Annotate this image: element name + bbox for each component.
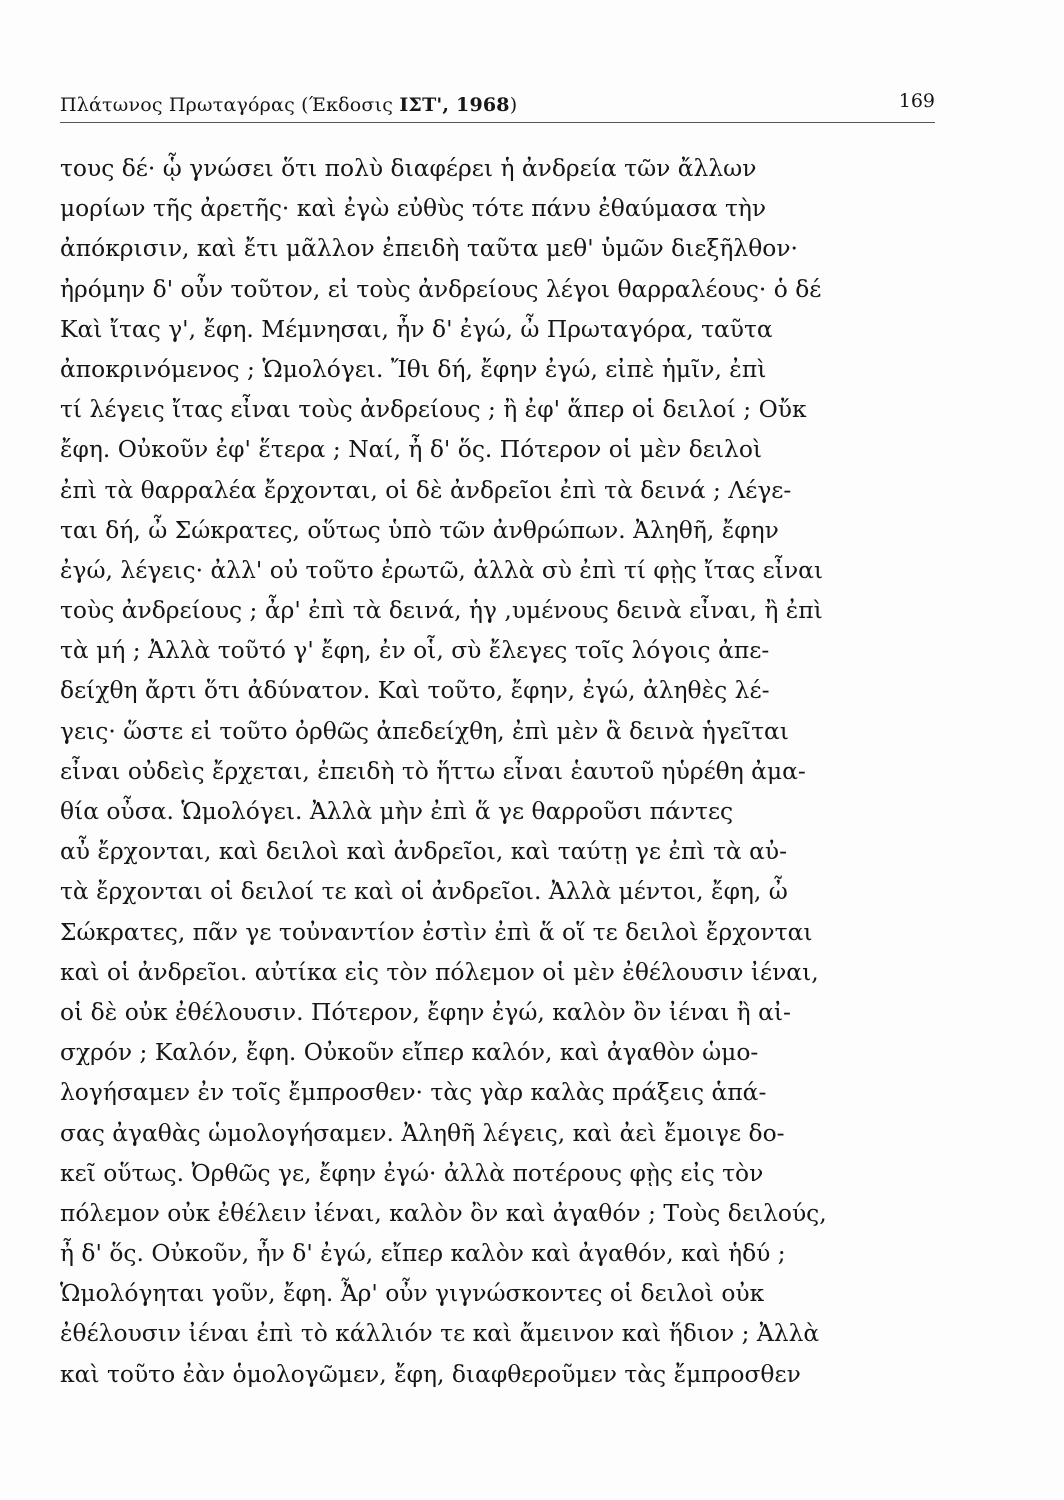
text-line: ται δή, ὦ Σώκρατες, οὕτως ὑπὸ τῶν ἀνθρώπων. Ἀληθῆ, ἔφην — [60, 515, 779, 544]
text-line: ἐπὶ τὰ θαρραλέα ἔρχονται, οἱ δὲ ἀνδρεῖοι ἐπὶ τὰ δεινά ; Λέγε- — [60, 475, 792, 504]
text-line: θία οὖσα. Ὡμολόγει. Ἀλλὰ μὴν ἐπὶ ἅ γε θαρροῦσι πάντες — [60, 797, 734, 825]
text-line: γεις· ὥστε εἰ τοῦτο ὀρθῶς ἀπεδείχθη, ἐπὶ μὲν ἃ δεινὰ ἡγεῖται — [60, 716, 789, 745]
page-number: 169 — [898, 90, 935, 112]
text-line: σχρόν ; Καλόν, ἔφη. Οὐκοῦν εἴπερ καλόν, καὶ ἀγαθὸν ὡμο- — [60, 1038, 759, 1067]
text-line: τὰ μή ; Ἀλλὰ τοῦτό γ' ἔφη, ἐν οἷ, σὺ ἔλεγες τοῖς λόγοις ἀπε- — [60, 636, 770, 665]
text-line: τους δέ· ᾧ γνώσει ὅτι πολὺ διαφέρει ἡ ἀνδρεία τῶν ἄλλων — [60, 154, 757, 182]
header-close: ) — [509, 94, 518, 116]
text-line: μορίων τῆς ἀρετῆς· καὶ ἐγὼ εὐθὺς τότε πάνυ ἐθαύμασα τὴν — [60, 194, 767, 223]
running-header — [60, 88, 935, 123]
text-line: ἔφη. Οὐκοῦν ἐφ' ἕτερα ; Ναί, ἦ δ' ὅς. Πότερον οἱ μὲν δειλοὶ — [60, 435, 763, 464]
header-title-block — [60, 94, 517, 116]
text-line: πόλεμον οὐκ ἐθέλειν ἰέναι, καλὸν ὂν καὶ ἀγαθόν ; Τοὺς δειλούς, — [60, 1198, 827, 1227]
text-line: εἶναι οὐδεὶς ἔρχεται, ἐπειδὴ τὸ ἥττω εἶναι ἑαυτοῦ ηὑρέθη ἀμα- — [60, 756, 806, 785]
header-edition: ΙΣΤ', 1968 — [399, 94, 510, 116]
text-line: αὖ ἔρχονται, καὶ δειλοὶ καὶ ἀνδρεῖοι, καὶ ταύτῃ γε ἐπὶ τὰ αὐ- — [60, 837, 787, 866]
text-line: ἐγώ, λέγεις· ἀλλ' οὐ τοῦτο ἐρωτῶ, ἀλλὰ σὺ ἐπὶ τί φῂς ἴτας εἶναι — [60, 555, 824, 584]
text-line: καὶ οἱ ἀνδρεῖοι. αὐτίκα εἰς τὸν πόλεμον οἱ μὲν ἐθέλουσιν ἰέναι, — [60, 957, 819, 986]
text-line: ἀπόκρισιν, καὶ ἔτι μᾶλλον ἐπειδὴ ταῦτα μεθ' ὑμῶν διεξῆλθον· — [60, 234, 798, 263]
header-title: Πλάτωνος Πρωταγόρας (Έκδοσις — [60, 94, 400, 116]
body-text — [60, 148, 940, 1394]
text-line: σας ἀγαθὰς ὡμολογήσαμεν. Ἀληθῆ λέγεις, καὶ ἀεὶ ἔμοιγε δο- — [60, 1118, 785, 1147]
text-line: τὰ ἔρχονται οἱ δειλοί τε καὶ οἱ ἀνδρεῖοι. Ἀλλὰ μέντοι, ἔφη, ὦ — [60, 877, 788, 906]
text-line: κεῖ οὕτως. Ὀρθῶς γε, ἔφην ἐγώ· ἀλλὰ ποτέρους φῂς εἰς τὸν — [60, 1158, 764, 1187]
text-line: Σώκρατες, πᾶν γε τοὐναντίον ἐστὶν ἐπὶ ἅ οἵ τε δειλοὶ ἔρχονται — [60, 917, 813, 946]
text-line: Καὶ ἴτας γ', ἔφη. Μέμνησαι, ἦν δ' ἐγώ, ὦ Πρωταγόρα, ταῦτα — [60, 314, 773, 343]
text-line: τοὺς ἀνδρείους ; ἆρ' ἐπὶ τὰ δεινά, ἡγ ,υμένους δεινὰ εἶναι, ἢ ἐπὶ — [60, 596, 823, 625]
text-line: ἐθέλουσιν ἰέναι ἐπὶ τὸ κάλλιόν τε καὶ ἄμεινον καὶ ἥδιον ; Ἀλλὰ — [60, 1319, 820, 1348]
text-line: ἀποκρινόμενος ; Ὡμολόγει. Ἴθι δή, ἔφην ἐγώ, εἰπὲ ἡμῖν, ἐπὶ — [60, 354, 767, 383]
text-line: καὶ τοῦτο ἐὰν ὁμολογῶμεν, ἔφη, διαφθεροῦμεν τὰς ἔμπροσθεν — [60, 1359, 801, 1388]
text-line: τί λέγεις ἴτας εἶναι τοὺς ἀνδρείους ; ἢ ἐφ' ἅπερ οἱ δειλοί ; Οὔκ — [60, 395, 807, 424]
text-line: δείχθη ἄρτι ὅτι ἀδύνατον. Καὶ τοῦτο, ἔφην, ἐγώ, ἀληθὲς λέ- — [60, 676, 770, 705]
text-line: Ὡμολόγηται γοῦν, ἔφη. Ἆρ' οὖν γιγνώσκοντες οἱ δειλοὶ οὐκ — [60, 1279, 765, 1308]
text-line: οἱ δὲ οὐκ ἐθέλουσιν. Πότερον, ἔφην ἐγώ, καλὸν ὂν ἰέναι ἢ αἰ- — [60, 997, 791, 1026]
text-line: ἦ δ' ὅς. Οὐκοῦν, ἦν δ' ἐγώ, εἴπερ καλὸν καὶ ἀγαθόν, καὶ ἡδύ ; — [60, 1239, 786, 1268]
text-line: ἠρόμην δ' οὖν τοῦτον, εἰ τοὺς ἀνδρείους λέγοι θαρραλέους· ὁ δέ — [60, 274, 822, 303]
text-line: λογήσαμεν ἐν τοῖς ἔμπροσθεν· τὰς γὰρ καλὰς πράξεις ἁπά- — [60, 1078, 767, 1107]
